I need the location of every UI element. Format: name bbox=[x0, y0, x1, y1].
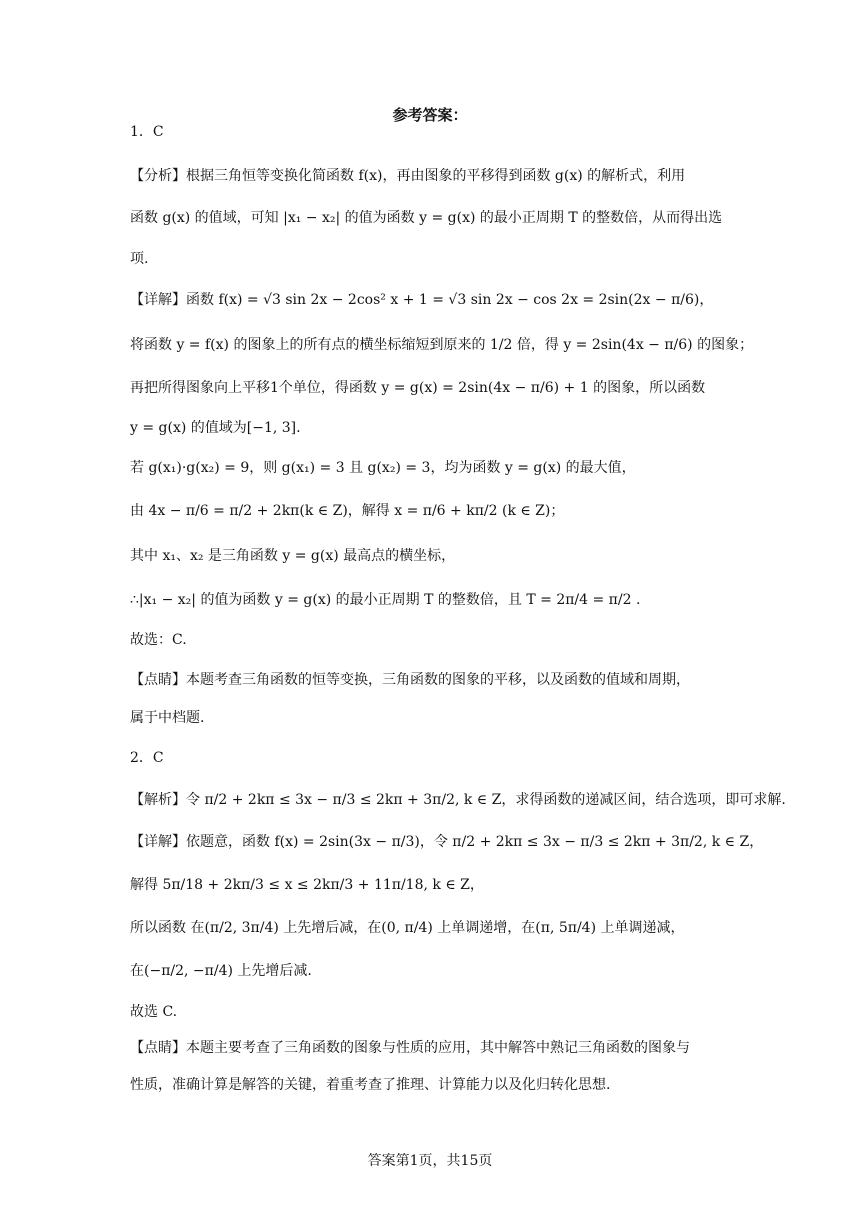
text-line: 由 4x − π/6 = π/2 + 2kπ(k ∈ Z)，解得 x = π/6 + kπ/2 (k ∈ Z)； bbox=[130, 503, 565, 519]
text-line: y = g(x) 的值域为[−1, 3]. bbox=[130, 420, 301, 436]
text-line: ∴|x₁ − x₂| 的值为函数 y = g(x) 的最小正周期 T 的整数倍，且 T = 2π/4 = π/2 . bbox=[130, 592, 641, 608]
text-line: 【点睛】本题考查三角函数的恒等变换，三角函数的图象的平移，以及函数的值域和周期， bbox=[130, 672, 690, 688]
text-line: 将函数 y = f(x) 的图象上的所有点的横坐标缩短到原来的 1/2 倍，得 y = 2sin(4x − π/6) 的图象； bbox=[130, 337, 754, 353]
page-footer: 答案第1页，共15页 bbox=[367, 1153, 493, 1169]
text-line: 【点睛】本题主要考查了三角函数的图象与性质的应用，其中解答中熟记三角函数的图象与 bbox=[130, 1040, 690, 1056]
text-line: 解得 5π/18 + 2kπ/3 ≤ x ≤ 2kπ/3 + 11π/18, k ∈ Z， bbox=[130, 877, 484, 893]
text-line: 所以函数 在(π/2, 3π/4) 上先增后减，在(0, π/4) 上单调递增，在(π, 5π/4) 上单调递减， bbox=[130, 920, 685, 936]
text-line: 属于中档题. bbox=[130, 710, 205, 726]
text-line: 2．C bbox=[130, 750, 164, 766]
text-line: 【分析】根据三角恒等变换化简函数 f(x)，再由图象的平移得到函数 g(x) 的解析式，利用 bbox=[130, 168, 686, 184]
text-line: 性质，准确计算是解答的关键，着重考查了推理、计算能力以及化归转化思想. bbox=[130, 1077, 611, 1093]
text-line: 若 g(x₁)·g(x₂) = 9，则 g(x₁) = 3 且 g(x₂) = 3，均为函数 y = g(x) 的最大值， bbox=[130, 460, 636, 476]
text-line: 【解析】令 π/2 + 2kπ ≤ 3x − π/3 ≤ 2kπ + 3π/2, k ∈ Z，求得函数的递减区间，结合选项，即可求解. bbox=[130, 792, 786, 808]
text-line: 故选：C. bbox=[130, 632, 187, 648]
text-line: 函数 g(x) 的值域，可知 |x₁ − x₂| 的值为函数 y = g(x) 的最小正周期 T 的整数倍，从而得出选 bbox=[130, 210, 723, 226]
text-line: 【详解】函数 f(x) = √3 sin 2x − 2cos² x + 1 = √3 sin 2x − cos 2x = 2sin(2x − π/6)， bbox=[130, 292, 714, 308]
text-line: 项. bbox=[130, 251, 149, 267]
text-line: 其中 x₁、x₂ 是三角函数 y = g(x) 最高点的横坐标， bbox=[130, 548, 456, 564]
text-line: 在(−π/2, −π/4) 上先增后减. bbox=[130, 963, 312, 979]
text-line: 故选 C. bbox=[130, 1004, 178, 1020]
text-line: 【详解】依题意，函数 f(x) = 2sin(3x − π/3)，令 π/2 + 2kπ ≤ 3x − π/3 ≤ 2kπ + 3π/2, k ∈ Z， bbox=[130, 834, 764, 850]
page-title: 参考答案： bbox=[392, 106, 468, 124]
text-line: 再把所得图象向上平移1个单位，得函数 y = g(x) = 2sin(4x − π/6) + 1 的图象，所以函数 bbox=[130, 380, 706, 396]
text-line: 1．C bbox=[130, 124, 164, 140]
